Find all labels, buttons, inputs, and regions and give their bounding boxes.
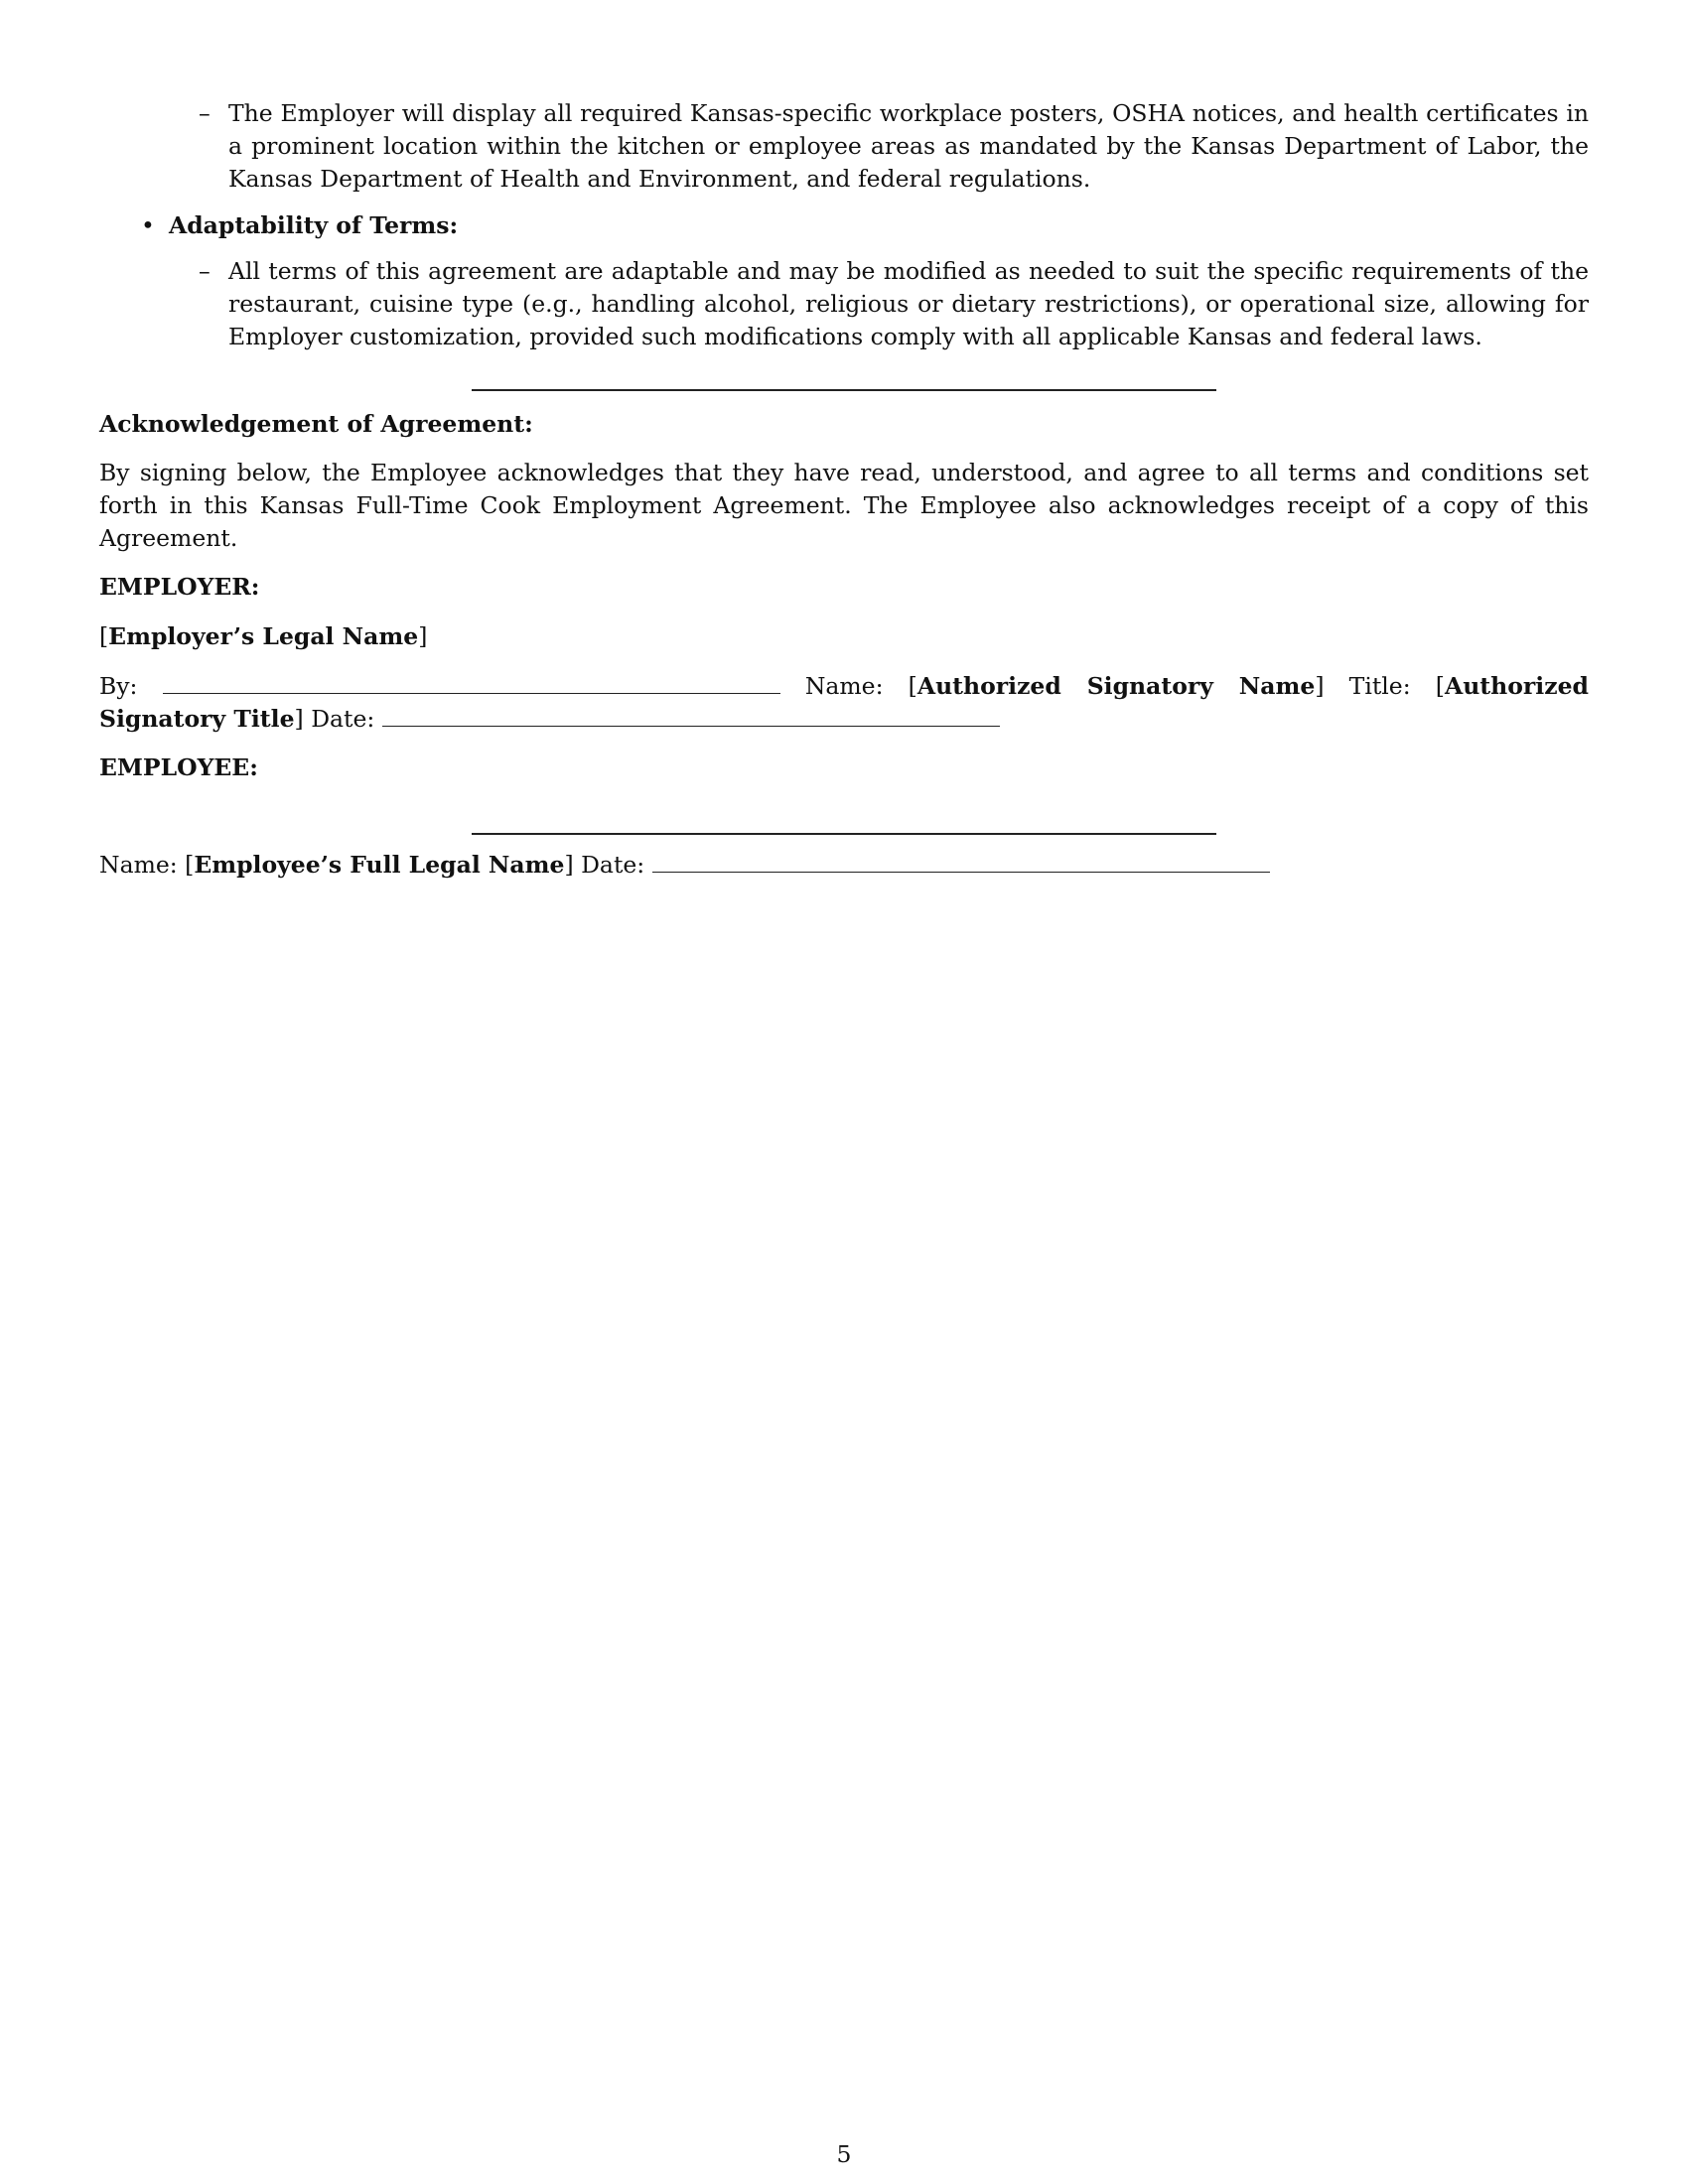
by-label: By: — [99, 672, 138, 700]
employee-name-label: Name: — [99, 851, 178, 879]
acknowledgement-text: By signing below, the Employee acknowledges that they have read, understood, and agree to all terms and conditions set forth in this Kansas Full-Time Cook Employment Agreement. The Employee also acknowledges receipt of a copy of this Agreement. — [99, 459, 1589, 552]
signatory-title: Authorized Signatory Title — [99, 672, 1589, 733]
signatory-name: Authorized Signatory Name — [916, 672, 1316, 700]
title-label: Title: — [1348, 672, 1411, 700]
employee-name-line: Name: [Employee’s Full Legal Name] Date: — [99, 849, 1589, 882]
document-page — [99, 97, 1589, 882]
employee-date-label: Date: — [581, 851, 645, 879]
employer-legal-name: Employer’s Legal Name — [108, 622, 419, 650]
employer-legal-name-line: [Employer’s Legal Name] — [99, 622, 428, 650]
name-label: Name: — [804, 672, 884, 700]
employer-heading: EMPLOYER: — [99, 573, 260, 601]
adaptability-clause-text: All terms of this agreement are adaptable and may be modified as needed to suit the specific requirements of the restaurant, cuisine type (e.g., handling alcohol, religious or dietary restrictions), or operational size, allowing for Employer customization, provided such modifications comply with all applicable Kansas and federal laws. — [228, 257, 1589, 350]
employee-signature-line[interactable] — [472, 833, 1216, 835]
posters-clause — [199, 97, 1589, 196]
bullet-marker: • — [141, 211, 155, 239]
employee-full-name: Employee’s Full Legal Name — [194, 851, 565, 879]
employer-signature-block: By: Name: [Authorized Signatory Name] Title: [Authorized Signatory Title] Date: — [99, 672, 1589, 733]
adaptability-bullet — [141, 209, 1589, 242]
adaptability-heading: Adaptability of Terms: — [169, 211, 459, 239]
page-number: 5 — [836, 2140, 852, 2168]
employee-heading: EMPLOYEE: — [99, 753, 258, 781]
employer-date-line[interactable] — [382, 704, 1000, 727]
section-divider — [472, 389, 1216, 391]
dash-marker: – — [199, 99, 211, 127]
posters-clause-text: The Employer will display all required Kansas-specific workplace posters, OSHA notices, and health certificates in a prominent location within the kitchen or employee areas as mandated by the Kansas Department of Labor, the Kansas Department of Health and Environment, and federal regulations. — [228, 99, 1589, 193]
employee-date-line[interactable] — [652, 850, 1270, 873]
acknowledgement-heading: Acknowledgement of Agreement: — [99, 410, 533, 438]
dash-marker: – — [199, 257, 211, 285]
employer-signature-line[interactable] — [163, 671, 780, 694]
date-label: Date: — [311, 705, 375, 733]
adaptability-clause — [199, 255, 1589, 353]
